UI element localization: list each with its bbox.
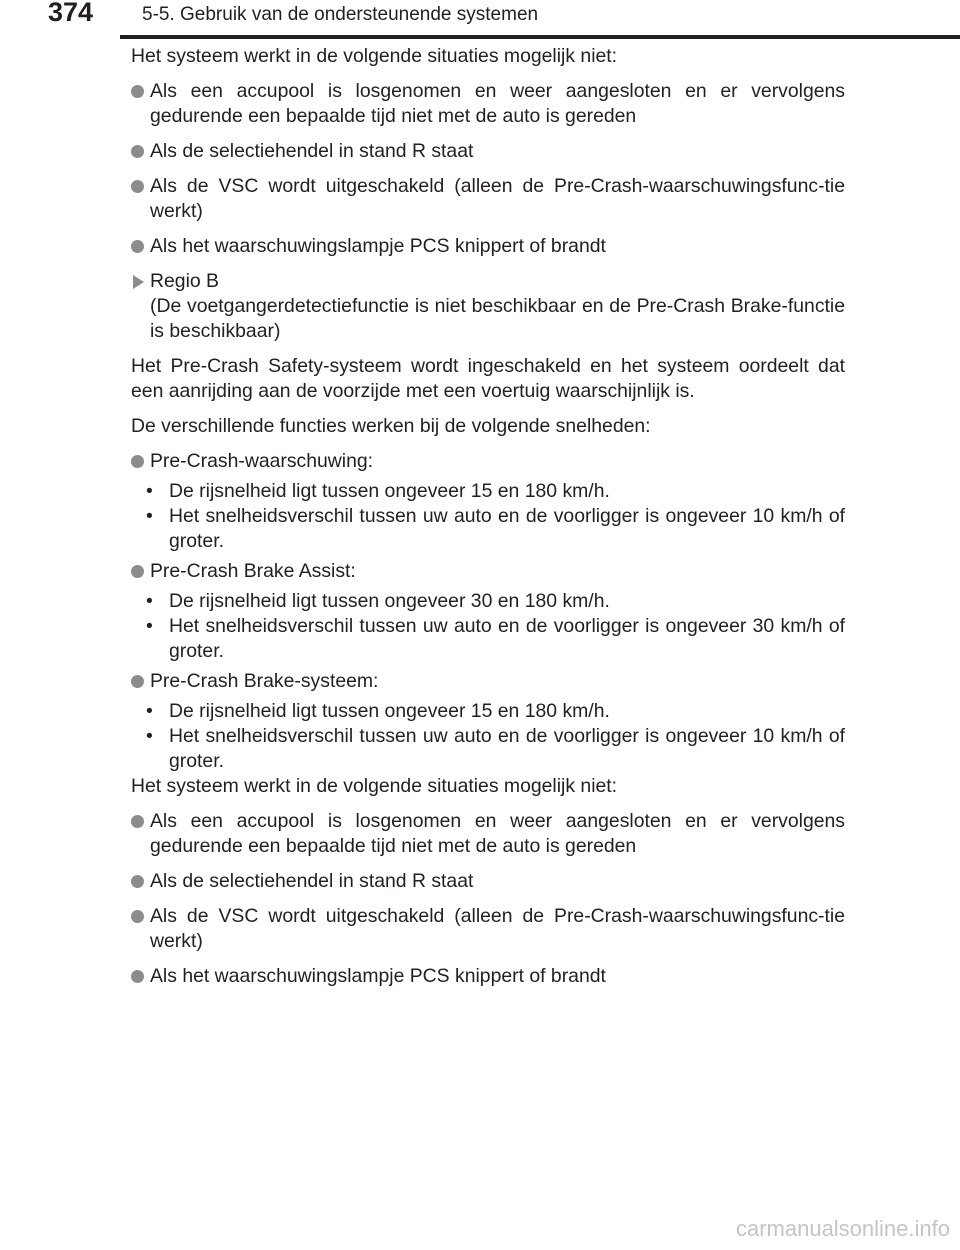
condition-item: • De rijsnelheid ligt tussen ongeveer 15 en 180 km/h. bbox=[146, 700, 610, 722]
block2-bullet-3 bbox=[131, 904, 845, 954]
sub-bullet-marker: • bbox=[146, 725, 153, 747]
bullet-text: Als een accupool is losgenomen en weer aangesloten en er vervolgens gedurende een bepaalde tijd niet met de auto is gereden bbox=[150, 810, 845, 857]
sub-bullet-marker: • bbox=[146, 700, 153, 722]
function-pre-crash-brake-system bbox=[131, 669, 845, 694]
function-pre-crash-brake-system-conditions bbox=[131, 699, 845, 774]
sub-bullet-marker: • bbox=[146, 480, 153, 502]
condition-item: • De rijsnelheid ligt tussen ongeveer 30 en 180 km/h. bbox=[146, 590, 610, 612]
condition-item: • Het snelheidsverschil tussen uw auto en de voorligger is ongeveer 10 km/h of groter. bbox=[146, 725, 845, 772]
bullet-dot-icon bbox=[131, 85, 144, 98]
page-content bbox=[131, 44, 845, 999]
function-pre-crash-brake-assist-conditions bbox=[131, 589, 845, 664]
bullet-dot-icon bbox=[131, 815, 144, 828]
condition-item: • De rijsnelheid ligt tussen ongeveer 15 en 180 km/h. bbox=[146, 480, 610, 502]
function-name: Pre-Crash Brake Assist: bbox=[150, 560, 356, 582]
region-b-heading bbox=[131, 269, 845, 344]
page-number: 374 bbox=[48, 0, 94, 27]
block1-bullet-3 bbox=[131, 174, 845, 224]
condition-item: • Het snelheidsverschil tussen uw auto en de voorligger is ongeveer 10 km/h of groter. bbox=[146, 505, 845, 552]
block1-bullet-1 bbox=[131, 79, 845, 129]
watermark-link[interactable]: carmanualsonline.info bbox=[735, 1216, 950, 1241]
region-b-note: (De voetgangerdetectiefunctie is niet beschikbaar en de Pre-Crash Brake-functie is beschikbaar) bbox=[150, 295, 845, 342]
function-pre-crash-warning-conditions bbox=[131, 479, 845, 554]
bullet-dot-icon bbox=[131, 910, 144, 923]
function-name: Pre-Crash Brake-systeem: bbox=[150, 670, 379, 692]
header-rule bbox=[120, 35, 960, 39]
bullet-text: Als de VSC wordt uitgeschakeld (alleen de Pre-Crash-waarschuwingsfunc-tie werkt) bbox=[150, 905, 845, 952]
bullet-text: Als het waarschuwingslampje PCS knippert of brandt bbox=[150, 235, 606, 257]
function-pre-crash-warning bbox=[131, 449, 845, 474]
block2-bullet-1 bbox=[131, 809, 845, 859]
block1-bullet-2 bbox=[131, 139, 845, 164]
condition-item: • Het snelheidsverschil tussen uw auto en de voorligger is ongeveer 30 km/h of groter. bbox=[146, 615, 845, 662]
bullet-text: Als het waarschuwingslampje PCS knippert of brandt bbox=[150, 965, 606, 987]
triangle-marker-icon bbox=[133, 275, 144, 289]
bullet-text: Als de VSC wordt uitgeschakeld (alleen de Pre-Crash-waarschuwingsfunc-tie werkt) bbox=[150, 175, 845, 222]
block1-intro: Het systeem werkt in de volgende situaties mogelijk niet: bbox=[131, 45, 618, 67]
sub-bullet-marker: • bbox=[146, 615, 153, 637]
bullet-dot-icon bbox=[131, 240, 144, 253]
page-header bbox=[0, 0, 960, 40]
bullet-text: Als de selectiehendel in stand R staat bbox=[150, 870, 474, 892]
bullet-dot-icon bbox=[131, 455, 144, 468]
bullet-text: Als de selectiehendel in stand R staat bbox=[150, 140, 474, 162]
bullet-dot-icon bbox=[131, 875, 144, 888]
block2-bullet-4 bbox=[131, 964, 845, 989]
bullet-dot-icon bbox=[131, 675, 144, 688]
bullet-dot-icon bbox=[131, 970, 144, 983]
block2-intro: Het systeem werkt in de volgende situaties mogelijk niet: bbox=[131, 775, 618, 797]
function-pre-crash-brake-assist bbox=[131, 559, 845, 584]
block2-bullet-2 bbox=[131, 869, 845, 894]
function-name: Pre-Crash-waarschuwing: bbox=[150, 450, 374, 472]
sub-bullet-marker: • bbox=[146, 505, 153, 527]
paragraph-system-activation: Het Pre-Crash Safety-systeem wordt ingeschakeld en het systeem oordeelt dat een aanrijding aan de voorzijde met een voertuig waarschijnlijk is. bbox=[131, 355, 845, 402]
sub-bullet-marker: • bbox=[146, 590, 153, 612]
region-b-title: Regio B bbox=[150, 270, 219, 292]
section-title: 5-5. Gebruik van de ondersteunende systemen bbox=[142, 4, 539, 25]
bullet-dot-icon bbox=[131, 180, 144, 193]
bullet-text: Als een accupool is losgenomen en weer aangesloten en er vervolgens gedurende een bepaalde tijd niet met de auto is gereden bbox=[150, 80, 845, 127]
paragraph-speeds-intro: De verschillende functies werken bij de volgende snelheden: bbox=[131, 415, 651, 437]
block1-bullet-4 bbox=[131, 234, 845, 259]
bullet-dot-icon bbox=[131, 565, 144, 578]
bullet-dot-icon bbox=[131, 145, 144, 158]
